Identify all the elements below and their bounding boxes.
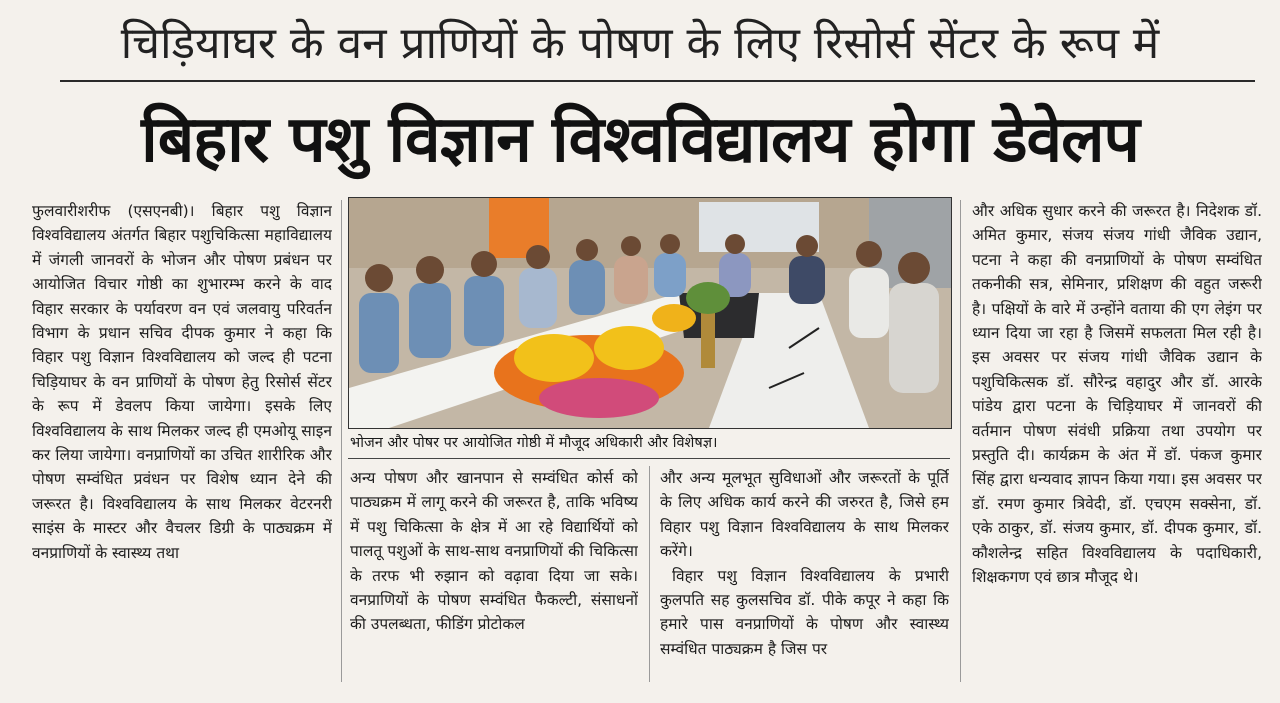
article-column-1 [32, 199, 332, 689]
caption-rule [348, 458, 950, 459]
column-divider [649, 466, 650, 682]
article-column-3 [660, 466, 949, 686]
column-3-paragraph-2: विहार पशु विज्ञान विश्वविद्यालय के प्रभारी कुलपति सह कुलसचिव डॉ. पीके कपूर ने कहा कि हमारे पास वनप्राणियों के पोषण और स्वास्थ्य सम्वंधित पाठ्यक्रम है जिस पर [660, 566, 949, 658]
column-2-paragraph: अन्य पोषण और खानपान से सम्वंधित कोर्स को पाठ्यक्रम में लागू करने की जरूरत है, ताकि भविष्य में पशु चिकित्सा के क्षेत्र में आ रहे विद्यार्थियों को पालतू पशुओं के साथ-साथ वनप्राणियों की चिकित्सा के तरफ भी रुझान को वढ़ावा दिया जा सके। वनप्राणियों के पोषण सम्वंधित फैकल्टी, संसाधनों की उपलब्धता, फीडिंग प्रोटोकल [350, 469, 638, 634]
meeting-photo-illustration [349, 198, 951, 428]
column-4-paragraph: और अधिक सुधार करने की जरूरत है। निदेशक डॉ. अमित कुमार, संजय संजय गांधी जैविक उद्यान, पटना ने कहा की वनप्राणियों के पोषण सम्वंधित तकनीकी सत्र, सेमिनार, प्रशिक्षण की वहुत जरूरी है। पक्षियों के वारे में उन्होंने वताया की एग लेइंग पर ध्यान दिया जा रहा है जिसमें सफलता मिल रही है। इस अवसर पर संजय गांधी जैविक उद्यान के पशुचिकित्सक डॉ. सौरेन्द्र वहादुर और डॉ. आरके पांडेय द्वारा पटना के चिड़ियाघर में जानवरों की वर्तमान पोषण संवंधी प्रक्रिया तथा उपयोग पर प्रस्तुति दी। कार्यक्रम के अंत में डॉ. पंकज कुमार सिंह द्वारा धन्यवाद ज्ञापन किया गया। इस अवसर पर डॉ. रमण कुमार त्रिवेदी, डॉ. एचएम सक्सेना, डॉ. एके ठाकुर, डॉ. संजय कुमार, डॉ. दीपक कुमार, डॉ. कौशलेन्द्र सहित विश्वविद्यालय के पदाधिकारी, शिक्षकगण एवं छात्र मौजूद थे। [972, 202, 1262, 587]
column-1-paragraph: फुलवारीशरीफ (एसएनबी)। बिहार पशु विज्ञान विश्वविद्यालय अंतर्गत बिहार पशुचिकित्सा महाविद्यालय में जंगली जानवरों के भोजन और पोषण प्रबंधन पर आयोजित विचार गोष्ठी का शुभारम्भ करने के वाद विहार सरकार के पर्यावरण वन एवं जलवायु परिवर्तन विभाग के प्रधान सचिव दीपक कुमार ने कहा कि विहार पशु विज्ञान विश्वविद्यालय को जल्द ही पटना चिड़ियाघर के वन प्राणियों के पोषण हेतु रिसोर्स सेंटर के रूप में डेवलप किया जायेगा। इसके लिए विश्वविद्यालय के साथ मिलकर जल्द ही एमओयू साइन कर लिया जायेगा। वनप्राणियों का उचित शारीरिक और पोषण सम्वंधित प्रवंधन पर विशेष ध्यान देने की जरूरत है। विश्वविद्यालय के साथ मिलकर वेटरनरी साइंस के मास्टर और वैचलर डिग्री के पाठ्यक्रम में वनप्राणियों के स्वास्थ्य तथा [32, 202, 332, 562]
article-column-4 [972, 199, 1262, 689]
column-3-paragraph-1: और अन्य मूलभूत सुविधाओं और जरूरतों के पूर्ति के लिए अधिक कार्य करने की जरुरत है, जिसे हम विहार पशु विज्ञान विश्वविद्यालय के साथ मिलकर करेंगे। [660, 469, 949, 561]
column-divider [960, 200, 961, 682]
article-headline: बिहार पशु विज्ञान विश्वविद्यालय होगा डेवेलप [141, 103, 1139, 177]
kicker-rule [60, 80, 1255, 82]
photo-caption: भोजन और पोषर पर आयोजित गोष्ठी में मौजूद अधिकारी और विशेषज्ञ। [350, 435, 718, 451]
article-column-2 [350, 466, 638, 686]
article-kicker: चिड़ियाघर के वन प्राणियों के पोषण के लिए रिसोर्स सेंटर के रूप में [120, 18, 1160, 69]
column-divider [341, 200, 342, 682]
news-photo [348, 197, 952, 429]
